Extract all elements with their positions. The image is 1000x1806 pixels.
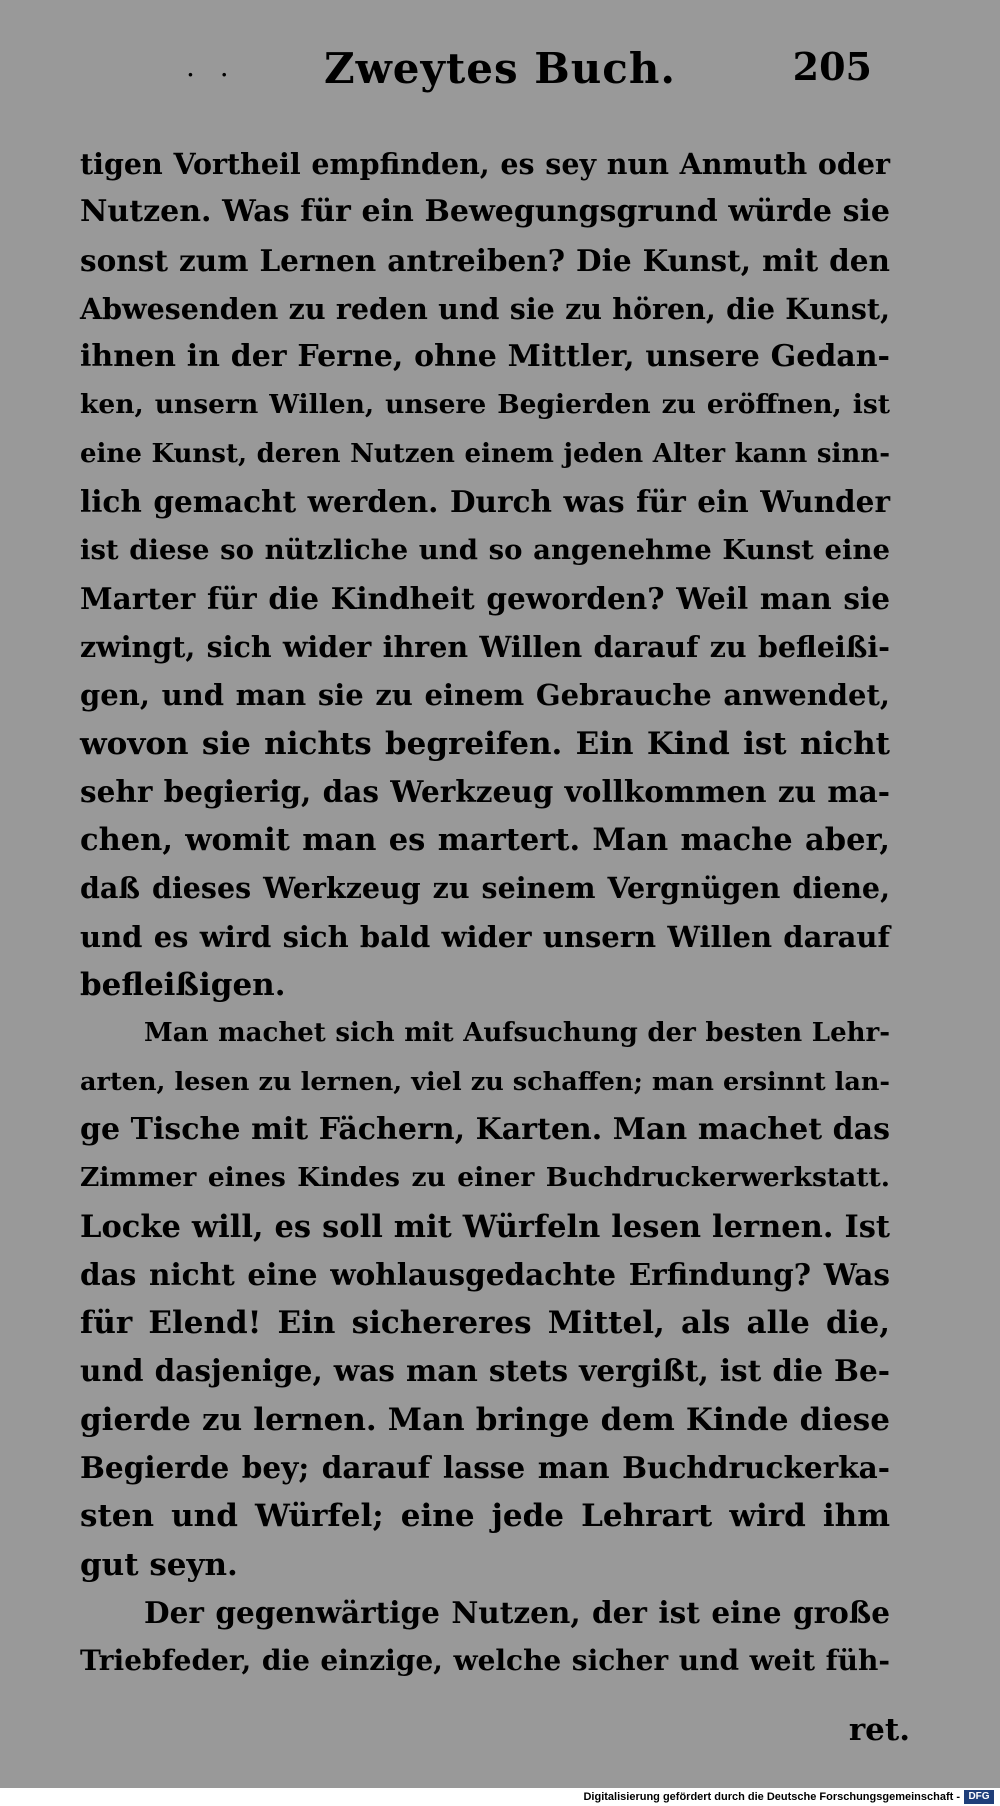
text-line: gut seyn. bbox=[80, 1546, 238, 1583]
digitization-footer bbox=[0, 1788, 1000, 1806]
running-title: Zweytes Buch. bbox=[323, 44, 677, 93]
text-line: zwingt, sich wider ihren Willen darauf zu befleißi- bbox=[80, 629, 890, 664]
text-line: das nicht eine wohlausgedachte Erfindung? Was bbox=[80, 1256, 890, 1292]
text-line: lich gemacht werden. Durch was für ein Wunder bbox=[80, 484, 890, 520]
text-line: Marter für die Kindheit geworden? Weil man sie bbox=[80, 580, 890, 616]
text-line: Nutzen. Was für ein Bewegungsgrund würde sie bbox=[80, 194, 890, 230]
text-line: und es wird sich bald wider unsern Willen darauf bbox=[80, 919, 890, 954]
text-line: ken, unsern Willen, unsere Begierden zu eröffnen, ist bbox=[80, 389, 890, 421]
text-line: Locke will, es soll mit Würfeln lesen lernen. Ist bbox=[80, 1208, 890, 1245]
text-line: gierde zu lernen. Man bringe dem Kinde diese bbox=[80, 1401, 890, 1438]
text-line: daß dieses Werkzeug zu seinem Vergnügen diene, bbox=[80, 871, 890, 906]
text-line: arten, lesen zu lernen, viel zu schaffen; man ersinnt lan- bbox=[80, 1066, 890, 1097]
text-line: befleißigen. bbox=[80, 967, 286, 1004]
text-line: chen, womit man es martert. Man mache aber, bbox=[80, 822, 890, 859]
text-line: ihnen in der Ferne, ohne Mittler, unsere Gedan- bbox=[80, 339, 890, 375]
text-line: ist diese so nützliche und so angenehme Kunst eine bbox=[80, 534, 890, 567]
text-line: ge Tische mit Fächern, Karten. Man machet das bbox=[80, 1111, 890, 1147]
text-line: sten und Würfel; eine jede Lehrart wird ihm bbox=[80, 1498, 890, 1535]
text-line: Abwesenden zu reden und sie zu hören, die Kunst, bbox=[80, 291, 890, 326]
text-line: für Elend! Ein sichereres Mittel, als alle die, bbox=[80, 1305, 890, 1342]
text-line: wovon sie nichts begreifen. Ein Kind ist nicht bbox=[80, 725, 890, 762]
text-line: Triebfeder, die einzige, welche sicher und weit füh- bbox=[80, 1644, 890, 1678]
page-number: 205 bbox=[792, 44, 872, 89]
text-line: Man machet sich mit Aufsuchung der besten Lehr- bbox=[144, 1018, 890, 1049]
text-line: gen, und man sie zu einem Gebrauche anwendet, bbox=[80, 678, 890, 713]
text-line: Begierde bey; darauf lasse man Buchdruckerka- bbox=[80, 1450, 890, 1486]
footer-credit: Digitalisierung gefördert durch die Deutsche Forschungsgemeinschaft - bbox=[583, 1791, 960, 1803]
text-line: sehr begierig, das Werkzeug vollkommen zu ma- bbox=[80, 773, 890, 809]
text-line: tigen Vortheil empfinden, es sey nun Anmuth oder bbox=[80, 147, 890, 181]
text-line: Der gegenwärtige Nutzen, der ist eine große bbox=[144, 1594, 890, 1630]
text-line: sonst zum Lernen antreiben? Die Kunst, mit den bbox=[80, 242, 890, 278]
page-header bbox=[0, 44, 1000, 114]
catchword: ret. bbox=[848, 1712, 910, 1748]
dfg-logo: DFG bbox=[964, 1790, 994, 1804]
body-text bbox=[80, 140, 890, 1686]
text-line: und dasjenige, was man stets vergißt, ist die Be- bbox=[80, 1353, 890, 1389]
text-line: Zimmer eines Kindes zu einer Buchdruckerwerkstatt. bbox=[80, 1162, 890, 1194]
header-dots: . . bbox=[186, 50, 237, 83]
text-line: eine Kunst, deren Nutzen einem jeden Alter kann sinn- bbox=[80, 438, 890, 469]
